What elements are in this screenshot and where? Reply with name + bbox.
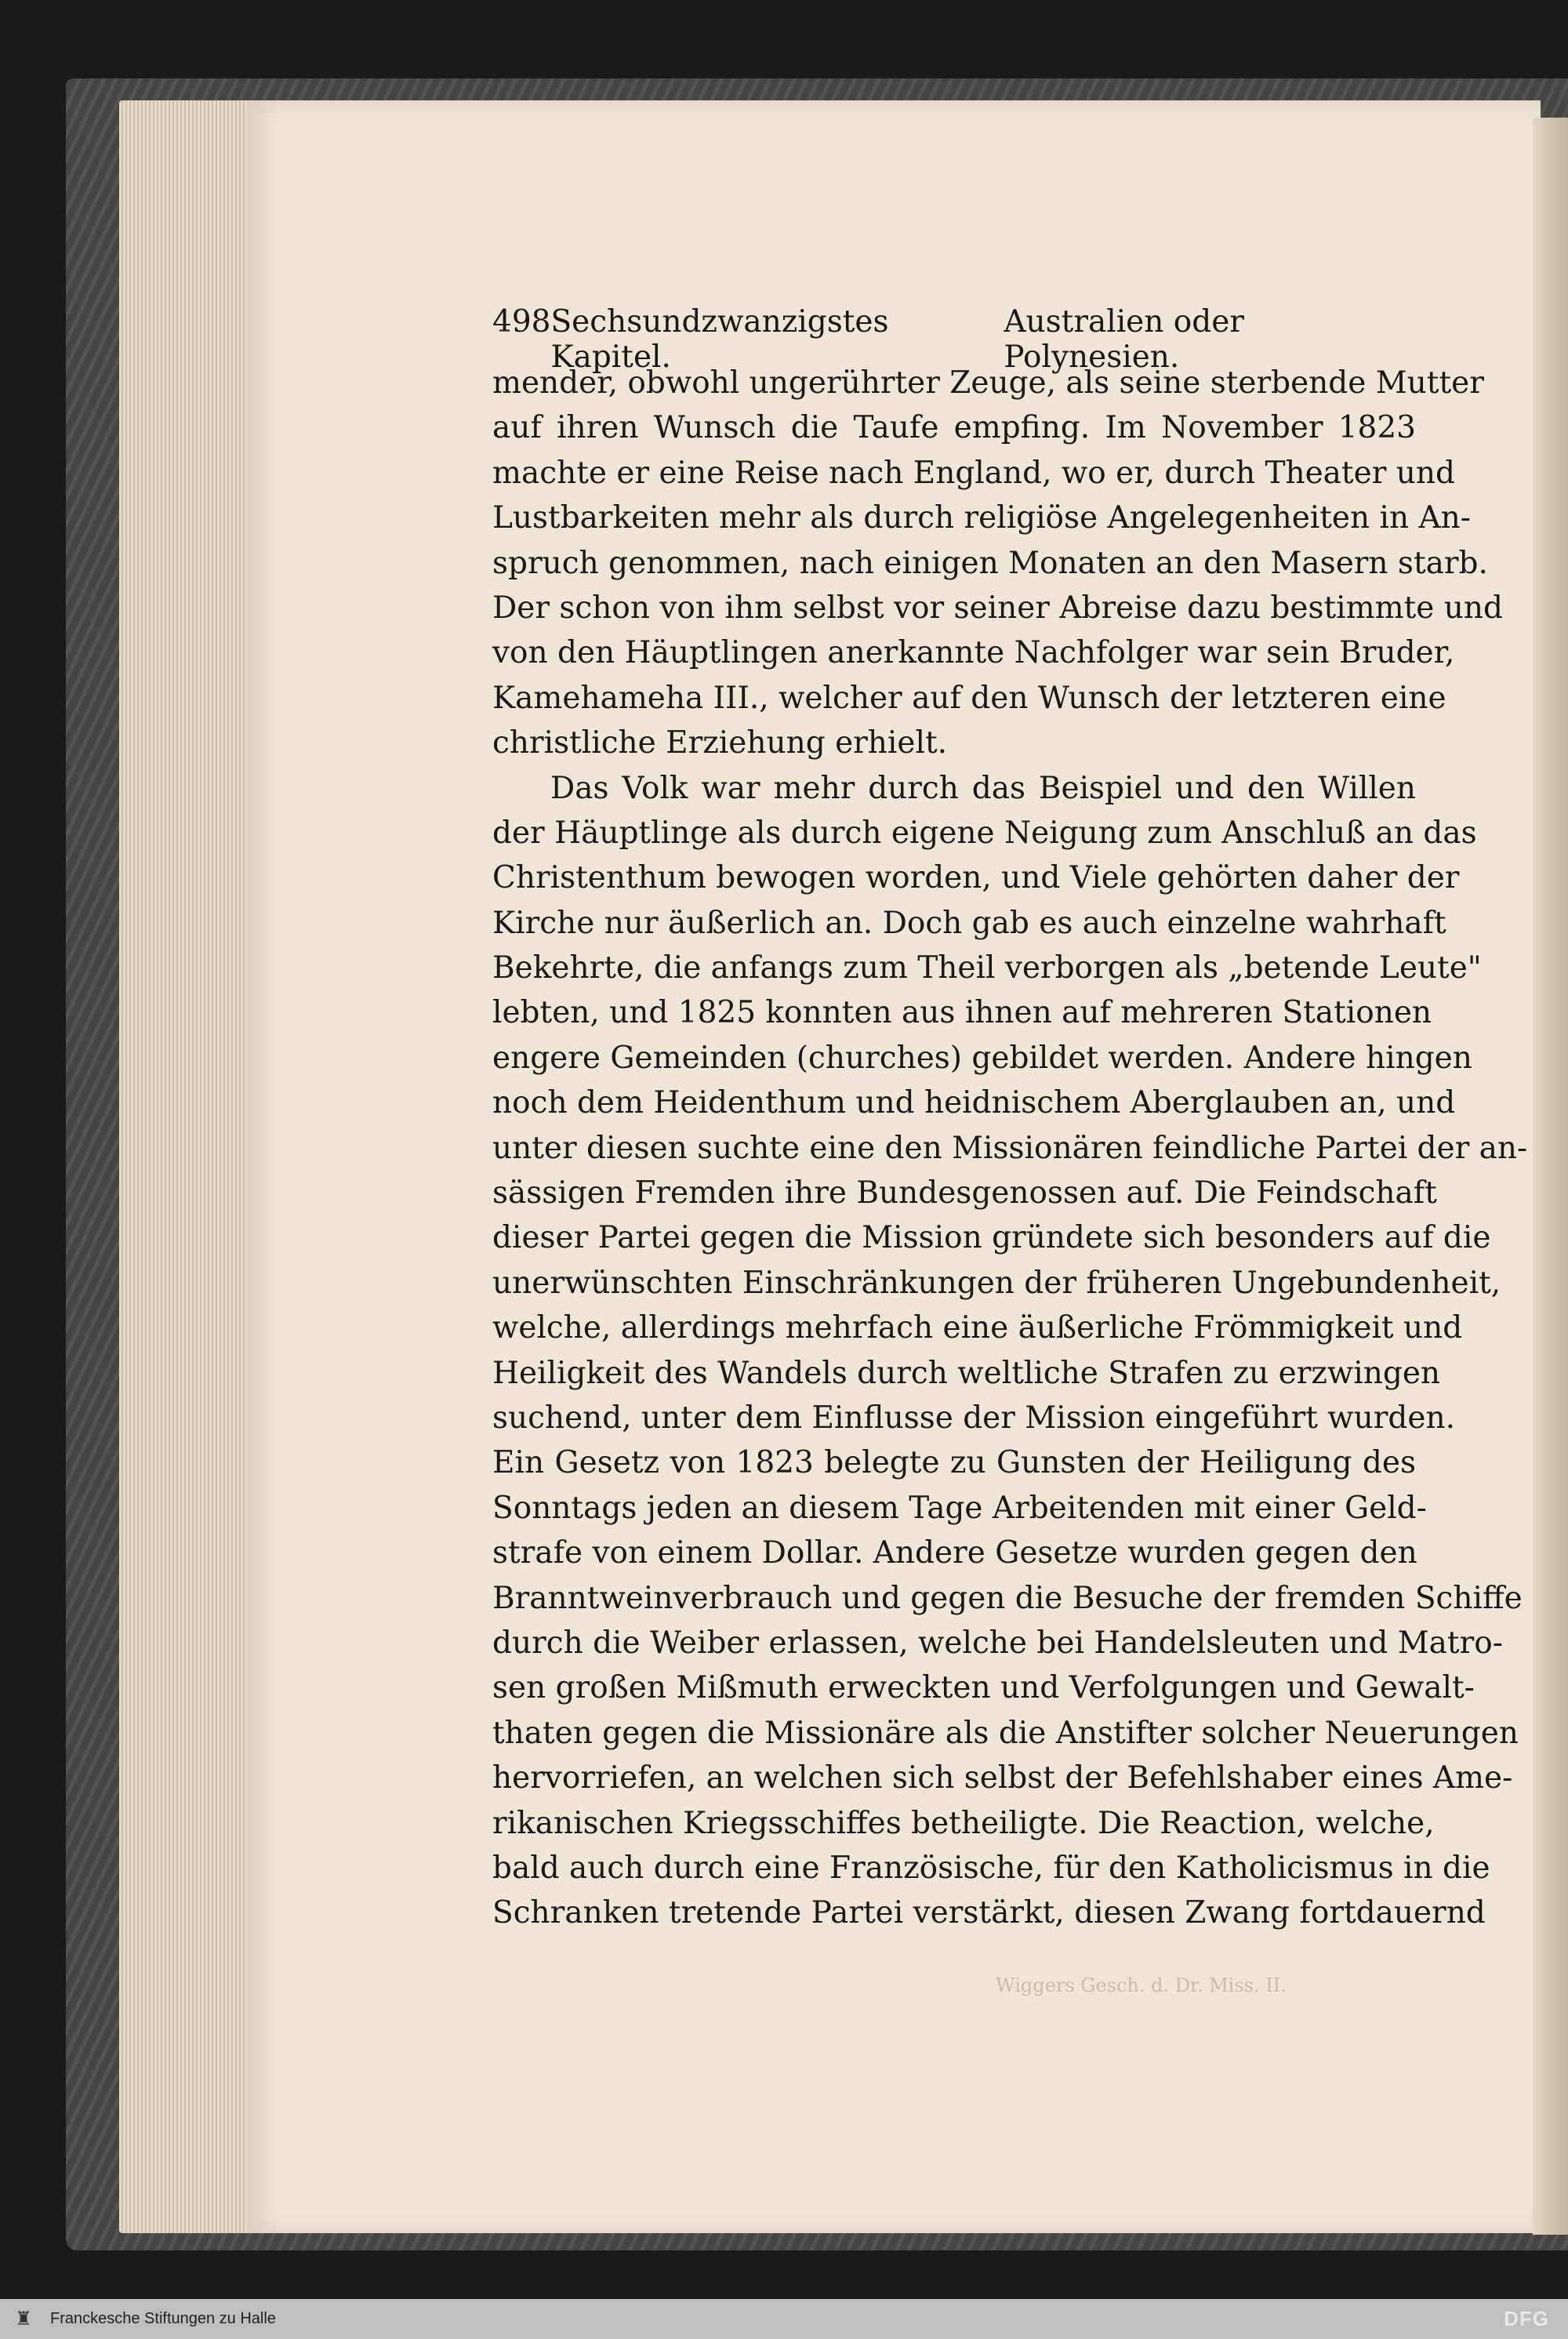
text-line: Schranken tretende Partei verstärkt, diesen Zwang fortdauernd [492, 1895, 1486, 1931]
text-line: sen großen Mißmuth erweckten und Verfolgungen und Gewalt- [492, 1670, 1475, 1706]
chapter-title: Sechsundzwanzigstes Kapitel. [550, 304, 889, 375]
text-line: Lustbarkeiten mehr als durch religiöse Angelegenheiten in An- [492, 500, 1471, 536]
text-line: strafe von einem Dollar. Andere Gesetze wurden gegen den [492, 1535, 1417, 1571]
text-line: Kamehameha III., welcher auf den Wunsch der letzteren eine [492, 680, 1446, 716]
text-line: welche, allerdings mehrfach eine äußerliche Frömmigkeit und [492, 1310, 1463, 1346]
library-branding [0, 2304, 276, 2335]
text-line: christliche Erziehung erhielt. [492, 725, 948, 761]
text-line: noch dem Heidenthum und heidnischem Aberglauben an, und [492, 1085, 1456, 1121]
text-line: auf ihren Wunsch die Taufe empfing. Im November 1823 [492, 410, 1416, 446]
text-line: Ein Gesetz von 1823 belegte zu Gunsten der Heiligung des [492, 1445, 1416, 1481]
body-text [492, 361, 1528, 1936]
text-line: rikanischen Kriegsschiffes betheiligte. Die Reaction, welche, [492, 1805, 1435, 1841]
text-line: unter diesen suchte eine den Missionären feindliche Partei der an- [492, 1130, 1528, 1166]
text-line: dieser Partei gegen die Mission gründete sich besonders auf die [492, 1220, 1491, 1256]
text-line: unerwünschten Einschränkungen der früheren Ungebundenheit, [492, 1265, 1501, 1301]
page-number: 498 [492, 304, 551, 340]
text-line: Sonntags jeden an diesem Tage Arbeitenden mit einer Geld- [492, 1490, 1427, 1526]
text-line: Branntweinverbrauch und gegen die Besuche der fremden Schiffe [492, 1580, 1523, 1616]
text-line: thaten gegen die Missionäre als die Anstifter solcher Neuerungen [492, 1715, 1519, 1751]
page-edges [119, 100, 249, 2233]
text-line: bald auch durch eine Französische, für den Katholicismus in die [492, 1850, 1490, 1886]
library-logo-icon: ♜ [15, 2308, 32, 2330]
text-line: sässigen Fremden ihre Bundesgenossen auf. Die Feindschaft [492, 1175, 1437, 1211]
text-line: machte er eine Reise nach England, wo er, durch Theater und [492, 455, 1455, 491]
text-line: Christenthum bewogen worden, und Viele gehörten daher der [492, 860, 1460, 896]
running-header [492, 304, 1416, 375]
text-line: der Häuptlinge als durch eigene Neigung zum Anschluß an das [492, 815, 1477, 851]
text-line: Bekehrte, die anfangs zum Theil verborgen als „betende Leute" [492, 950, 1482, 986]
facing-page-edge [1533, 118, 1568, 2235]
text-line: mender, obwohl ungerührter Zeuge, als seine sterbende Mutter [492, 365, 1484, 401]
bleed-through-signature: Wiggers Gesch. d. Dr. Miss. II. [996, 1974, 1287, 1996]
text-line: Kirche nur äußerlich an. Doch gab es auch einzelne wahrhaft [492, 905, 1446, 941]
dfg-logo: DFG [1504, 2307, 1549, 2330]
text-line: Der schon von ihm selbst vor seiner Abreise dazu bestimmte und [492, 590, 1503, 626]
viewer-footer [0, 2299, 1568, 2339]
text-line: lebten, und 1825 konnten aus ihnen auf mehreren Stationen [492, 995, 1432, 1031]
text-line: Heiligkeit des Wandels durch weltliche Strafen zu erzwingen [492, 1355, 1441, 1391]
text-line: durch die Weiber erlassen, welche bei Handelsleuten und Matro- [492, 1625, 1503, 1661]
text-line: engere Gemeinden (churches) gebildet werden. Andere hingen [492, 1040, 1472, 1076]
library-credit: Franckesche Stiftungen zu Halle [50, 2310, 276, 2327]
text-line: spruch genommen, nach einigen Monaten an den Masern starb. [492, 545, 1488, 581]
section-title: Australien oder Polynesien. [1004, 304, 1244, 375]
text-line: von den Häuptlingen anerkannte Nachfolger war sein Bruder, [492, 635, 1455, 671]
text-line: suchend, unter dem Einflusse der Mission eingeführt wurden. [492, 1400, 1455, 1436]
text-line: Das Volk war mehr durch das Beispiel und den Willen [550, 770, 1416, 806]
text-line: hervorriefen, an welchen sich selbst der Befehlshaber eines Ame- [492, 1760, 1513, 1796]
